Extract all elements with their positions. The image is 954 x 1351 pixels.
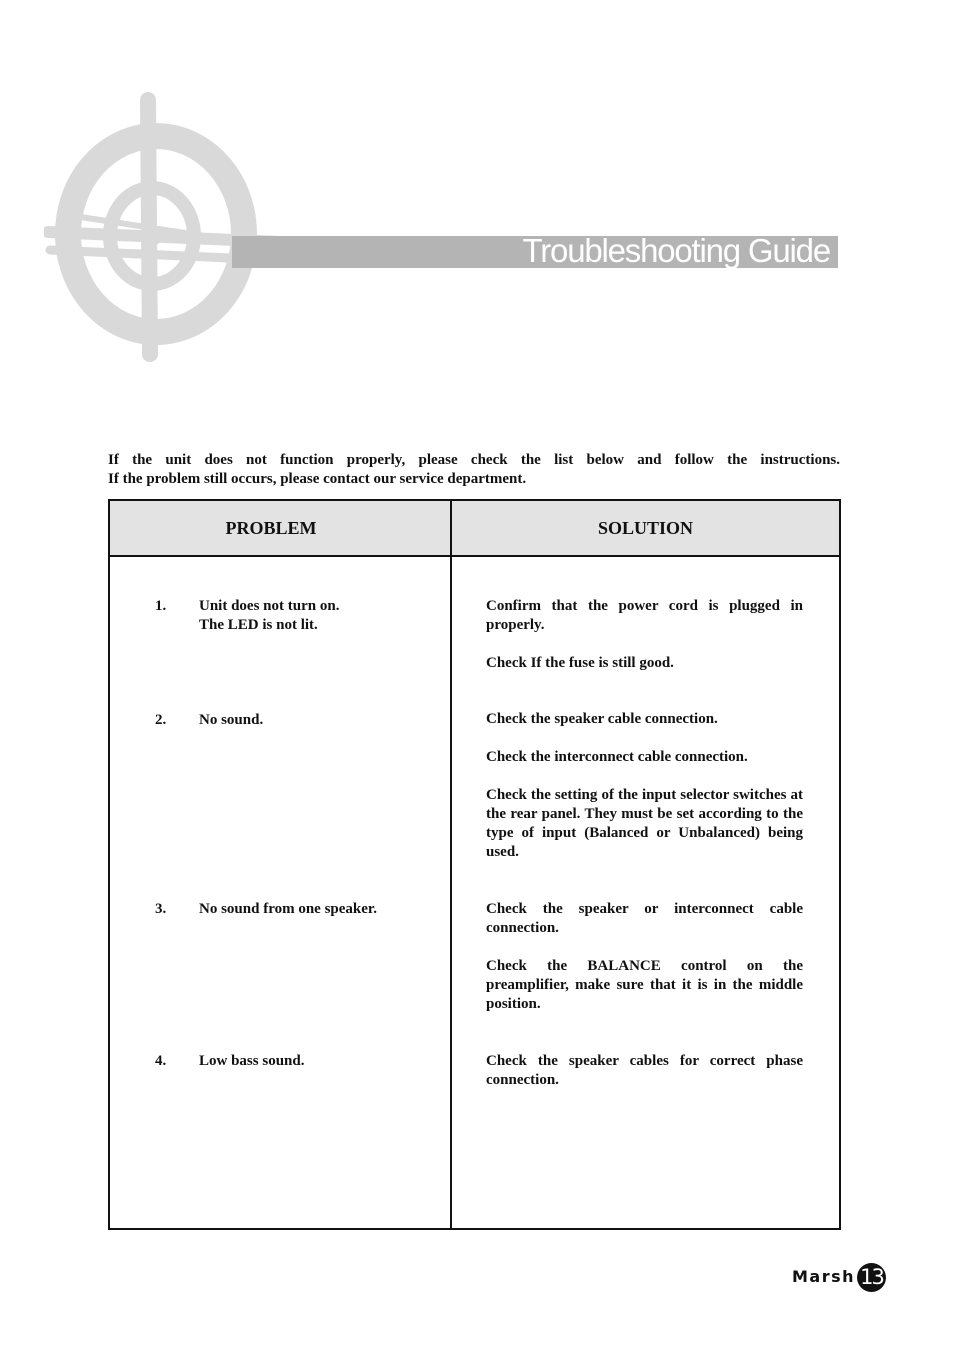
brand-logo: Marsh xyxy=(792,1267,856,1286)
problem-text: The LED is not lit. xyxy=(199,617,318,633)
solution-cell xyxy=(486,1052,803,1109)
solution-column-header: SOLUTION xyxy=(597,518,694,538)
problem-text: No sound from one speaker. xyxy=(199,901,377,917)
solution-text: Check the setting of the input selector switches at the rear panel. They must be set according to the type of input (Balanced or Unbalanced) being used. xyxy=(486,787,803,860)
row-number: 2. xyxy=(155,712,167,728)
problem-cell xyxy=(199,900,439,919)
row-number: 3. xyxy=(155,901,167,917)
intro-line-2: If the problem still occurs, please contact our service department. xyxy=(108,471,527,487)
solution-cell xyxy=(486,597,803,692)
solution-cell xyxy=(486,710,803,881)
row-number: 4. xyxy=(155,1053,167,1069)
solution-text: Check the speaker cable connection. xyxy=(486,711,718,727)
intro-line-1: If the unit does not function properly, please check the list below and follow the instructions. xyxy=(108,452,840,468)
problem-cell xyxy=(199,711,439,730)
title-banner xyxy=(232,232,838,269)
solution-text: Confirm that the power cord is plugged in properly. xyxy=(486,598,803,633)
page-title: Troubleshooting Guide xyxy=(522,232,830,269)
problem-cell xyxy=(199,597,439,635)
intro-paragraph xyxy=(108,451,840,489)
problem-text: Low bass sound. xyxy=(199,1053,305,1069)
troubleshooting-table xyxy=(108,499,841,1230)
crosshair-emblem-icon xyxy=(44,92,294,362)
page-number-badge: 13 xyxy=(857,1263,886,1292)
solution-text: Check the BALANCE control on the preamplifier, make sure that it is in the middle position. xyxy=(486,958,803,1012)
problem-text: No sound. xyxy=(199,712,264,728)
problem-column-header: PROBLEM xyxy=(225,518,317,538)
solution-cell xyxy=(486,900,803,1033)
column-divider xyxy=(450,501,452,1228)
solution-text: Check the speaker cables for correct phase connection. xyxy=(486,1053,803,1088)
row-number: 1. xyxy=(155,598,167,614)
solution-text: Check the interconnect cable connection. xyxy=(486,749,748,765)
problem-cell xyxy=(199,1052,439,1071)
problem-text: Unit does not turn on. xyxy=(199,598,340,614)
table-header-row xyxy=(110,501,839,557)
solution-text: Check If the fuse is still good. xyxy=(486,655,674,671)
solution-text: Check the speaker or interconnect cable connection. xyxy=(486,901,803,936)
